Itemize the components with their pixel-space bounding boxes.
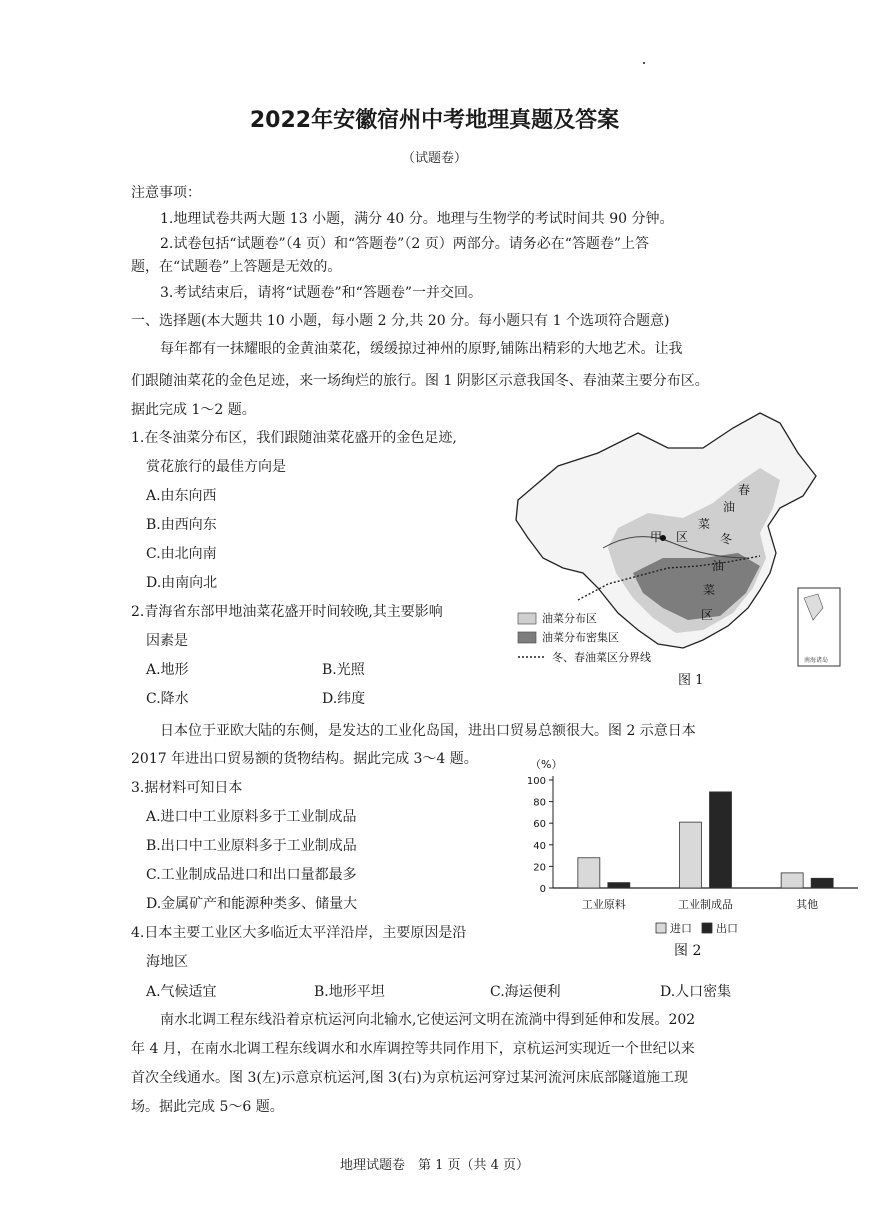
question-3-option-d: D.金属矿产和能源种类多、储量大: [146, 896, 358, 912]
legend-label: 进口: [670, 922, 692, 935]
china-rapeseed-map: [498, 408, 846, 690]
bar-export: [710, 792, 732, 888]
notice-item: 2.试卷包括“试题卷”（4 页）和“答题卷”（2 页）两部分。请务必在“答题卷”上答: [160, 236, 650, 252]
figure-1-caption: 图 1: [678, 673, 704, 688]
legend-label: 油菜分布区: [542, 612, 597, 625]
japan-trade-bar-chart: [508, 756, 869, 966]
question-4-stem: 4.日本主要工业区大多临近太平洋沿岸，主要原因是沿: [131, 925, 467, 941]
x-tick-label: 其他: [796, 898, 819, 911]
y-tick-label: 40: [533, 840, 546, 852]
passage-line: 们跟随油菜花的金色足迹，来一场绚烂的旅行。图 1 阴影区示意我国冬、春油菜主要分布区。: [131, 373, 709, 389]
inset-label: 南海诸岛: [804, 657, 829, 664]
question-2-option-c: C.降水: [146, 691, 189, 707]
map-label-qu: 区: [701, 608, 714, 622]
y-tick-label: 20: [533, 862, 546, 874]
passage-line: 据此完成 1～2 题。: [131, 402, 256, 418]
section-heading: 一、选择题(本大题共 10 小题，每小题 2 分,共 20 分。每小题只有 1 个选项符合题意): [131, 313, 670, 329]
question-3-option-c: C.工业制成品进口和出口量都最多: [146, 867, 357, 883]
notice-item: 1.地理试卷共两大题 13 小题，满分 40 分。地理与生物学的考试时间共 90 分钟。: [160, 211, 674, 227]
south-china-sea-inset: [798, 588, 840, 666]
y-tick-label: 100: [526, 776, 546, 787]
bar-import: [781, 873, 803, 888]
map-label-cai: 菜: [703, 583, 716, 597]
legend-label: 油菜分布密集区: [542, 631, 619, 644]
legend-swatch: [656, 923, 666, 933]
map-label-you: 油: [712, 559, 725, 573]
y-tick-label: 60: [533, 819, 546, 831]
question-3-stem: 3.据材料可知日本: [131, 780, 243, 796]
question-4-option-d: D.人口密集: [660, 984, 732, 1000]
map-label-cai: 菜: [698, 517, 711, 531]
y-tick-label: 80: [533, 797, 546, 809]
question-1-stem: 1.在冬油菜分布区，我们跟随油菜花盛开的金色足迹,: [131, 430, 457, 446]
question-1-option-b: B.由西向东: [146, 517, 217, 533]
question-2-stem: 因素是: [146, 633, 188, 649]
map-label-chun: 春: [738, 483, 751, 497]
bar-export: [811, 878, 833, 888]
map-label-qu: 区: [676, 530, 689, 544]
y-axis-label: （%）: [530, 758, 563, 771]
notice-item: 3.考试结束后，请将“试题卷”和“答题卷”一并交回。: [160, 285, 482, 301]
page-title: 2022年安徽宿州中考地理真题及答案: [249, 108, 620, 133]
passage-line: 每年都有一抹耀眼的金黄油菜花，缓缓掠过神州的原野,铺陈出精彩的大地艺术。让我: [160, 341, 683, 357]
question-1-stem: 赏花旅行的最佳方向是: [146, 459, 286, 475]
notice-item: 题，在“试题卷”上答题是无效的。: [131, 259, 342, 275]
question-4-option-b: B.地形平坦: [314, 984, 385, 1000]
x-tick-label: 工业原料: [581, 898, 626, 911]
question-1-option-d: D.由南向北: [146, 575, 218, 591]
question-4-stem: 海地区: [146, 954, 188, 970]
question-2-stem: 2.青海省东部甲地油菜花盛开时间较晚,其主要影响: [131, 604, 443, 620]
legend-swatch: [702, 923, 712, 933]
y-tick-label: 0: [539, 884, 546, 895]
passage-line: 场。据此完成 5～6 题。: [131, 1099, 284, 1115]
map-label-dong: 冬: [720, 532, 733, 546]
scan-speck: [643, 62, 645, 64]
question-2-option-b: B.光照: [322, 662, 365, 678]
bar-import: [680, 822, 702, 888]
notice-heading: 注意事项：: [131, 185, 201, 201]
page-subtitle: （试题卷）: [401, 151, 467, 166]
question-4-option-a: A.气候适宜: [146, 984, 217, 1000]
question-1-option-c: C.由北向南: [146, 546, 217, 562]
passage-line: 首次全线通水。图 3(左)示意京杭运河,图 3(右)为京杭运河穿过某河流河床底部隧道施工现: [131, 1070, 689, 1086]
question-2-option-a: A.地形: [146, 662, 189, 678]
legend-label: 出口: [716, 922, 738, 935]
map-label-jia: 甲: [650, 530, 663, 544]
figure-2-caption: 图 2: [674, 943, 702, 959]
passage-line: 年 4 月，在南水北调工程东线调水和水库调控等共同作用下，京杭运河实现近一个世纪以来: [131, 1041, 695, 1057]
x-tick-label: 工业制成品: [678, 898, 733, 911]
passage-line: 日本位于亚欧大陆的东侧，是发达的工业化岛国，进出口贸易总额很大。图 2 示意日本: [160, 723, 696, 739]
passage-line: 2017 年进出口贸易额的货物结构。据此完成 3～4 题。: [131, 751, 478, 767]
map-label-you: 油: [723, 500, 736, 514]
question-4-option-c: C.海运便利: [490, 984, 561, 1000]
legend-label: 冬、春油菜区分界线: [552, 651, 651, 664]
question-3-option-b: B.出口中工业原料多于工业制成品: [146, 838, 357, 854]
question-2-option-d: D.纬度: [322, 691, 366, 707]
bar-import: [578, 858, 600, 888]
question-3-option-a: A.进口中工业原料多于工业制成品: [146, 809, 357, 825]
bar-export: [608, 883, 630, 888]
question-1-option-a: A.由东向西: [146, 488, 217, 504]
page-footer: 地理试题卷 第 1 页（共 4 页）: [339, 1158, 530, 1173]
passage-line: 南水北调工程东线沿着京杭运河向北输水,它使运河文明在流淌中得到延伸和发展。202: [160, 1012, 696, 1028]
